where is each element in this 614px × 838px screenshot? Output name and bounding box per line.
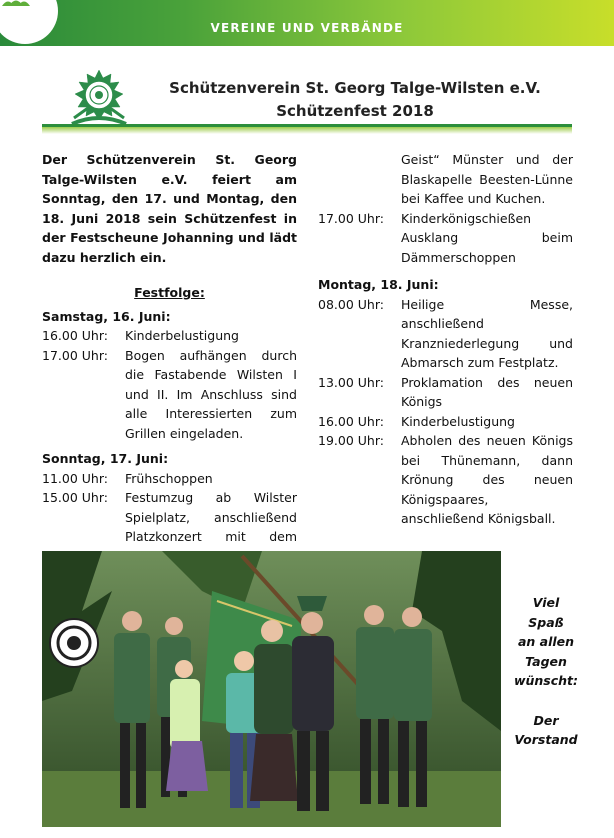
day-heading-sunday: Sonntag, 17. Juni:	[42, 451, 169, 466]
event-row	[42, 326, 297, 346]
event-time: 11.00 Uhr:	[42, 470, 108, 486]
event-row	[318, 373, 573, 412]
side-message-line: Tagen	[525, 653, 567, 669]
festfolge-heading: Festfolge:	[134, 285, 205, 300]
side-message-line: Vorstand	[514, 732, 578, 748]
event-description: Proklamation des neuen Königs	[401, 374, 573, 409]
right-column	[318, 150, 573, 529]
event-description: Kinderbelustigung	[125, 328, 239, 343]
event-time: 17.00 Uhr:	[318, 210, 384, 226]
event-row	[318, 209, 573, 268]
event-description: Heilige Messe, anschließend Kranzniederlegung und Abmarsch zum Festplatz.	[401, 296, 573, 370]
side-message-line: Spaß	[528, 614, 564, 630]
header-band	[0, 0, 614, 46]
event-row	[318, 431, 573, 529]
event-continuation: Geist“ Münster und der Blaskapelle Beesten-Lünne bei Kaffee und Kuchen.	[401, 152, 573, 206]
event-time: 15.00 Uhr:	[42, 490, 108, 505]
day-heading-saturday: Samstag, 16. Juni:	[42, 308, 171, 324]
event-time: 17.00 Uhr:	[42, 347, 108, 363]
group-photo	[42, 551, 501, 827]
event-row	[42, 469, 297, 489]
event-row	[318, 412, 573, 432]
side-message-spacer	[503, 691, 589, 711]
event-time: 19.00 Uhr:	[318, 433, 384, 448]
day-heading-monday: Montag, 18. Juni:	[318, 277, 439, 292]
event-time: 16.00 Uhr:	[318, 413, 384, 429]
event-description: Festumzug ab Wilster Spielplatz, anschließend Platzkonzert mit dem	[125, 490, 297, 544]
side-message-line: Der	[533, 712, 559, 728]
event-time: 08.00 Uhr:	[318, 296, 384, 312]
left-column	[42, 150, 297, 566]
event-description: Kinderkönigschießen Ausklang beim Dämmerschoppen	[401, 210, 573, 265]
event-description: Frühschoppen	[125, 470, 213, 486]
section-title: VEREINE UND VERBÄNDE	[210, 21, 404, 35]
article-subtitle: Schützenfest 2018	[276, 102, 434, 120]
event-description: Kinderbelustigung	[401, 413, 515, 429]
event-description: Bogen aufhängen durch die Fastabende Wilsten I und II. Im Anschluss sind alle Interessierten zum Grillen eingeladen.	[125, 347, 297, 441]
event-time: 13.00 Uhr:	[318, 374, 384, 390]
side-message-line: an allen	[517, 634, 575, 650]
intro-paragraph: Der Schützenverein St. Georg Talge-Wilsten e.V. feiert am Sonntag, den 17. und Montag, den 18. Juni 2018 sein Schützenfest in der Festscheune Johanning und lädt dazu herzlich ein.	[42, 152, 297, 265]
article-title: Schützenverein St. Georg Talge-Wilsten e.V.	[169, 79, 541, 97]
title-rule	[42, 124, 572, 134]
event-time: 16.00 Uhr:	[42, 328, 108, 343]
event-row	[318, 295, 573, 373]
event-row	[42, 346, 297, 444]
club-logo-icon	[68, 68, 130, 128]
side-message	[503, 593, 589, 750]
event-description: Abholen des neuen Königs bei Thünemann, dann Krönung des neuen Königspaares, anschließend Königsball.	[401, 433, 573, 526]
side-message-line: Viel	[532, 595, 560, 610]
people-icon	[1, 0, 31, 10]
side-message-line: wünscht:	[513, 673, 579, 689]
